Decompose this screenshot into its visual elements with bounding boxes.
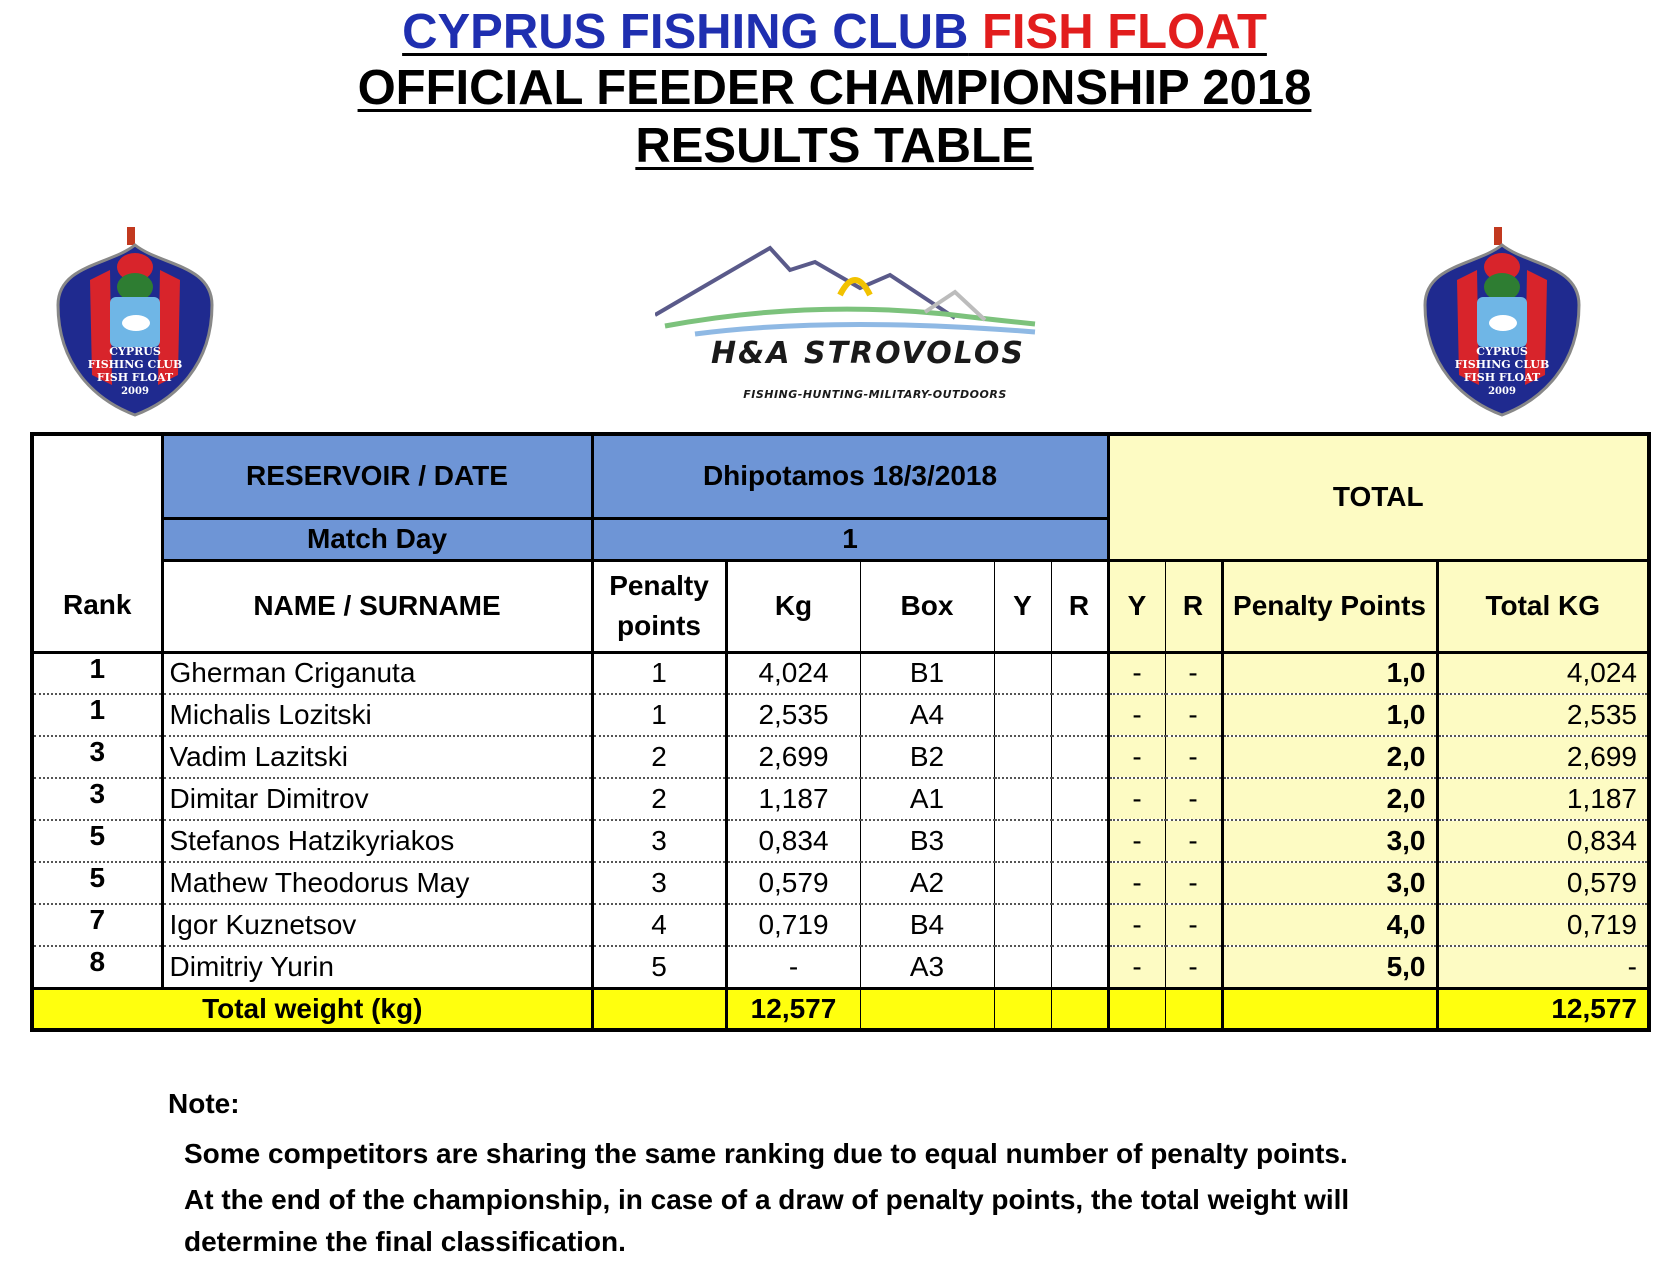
table-row [32, 778, 1649, 820]
badge-line2: FISHING CLUB [1454, 358, 1550, 371]
table-row [32, 694, 1649, 736]
total-penalty-cell: 1,0 [1222, 694, 1437, 736]
total-weight-y-blank [994, 988, 1051, 1030]
rank-cell: 3 [32, 736, 162, 778]
penalty-cell: 1 [592, 652, 726, 694]
club-logo-right [1417, 225, 1587, 420]
rank-cell: 7 [32, 904, 162, 946]
r-cell [1051, 946, 1108, 988]
name-cell: Michalis Lozitski [162, 694, 592, 736]
total-weight-total-kg: 12,577 [1437, 988, 1649, 1030]
box-cell: B2 [860, 736, 994, 778]
total-r-cell: - [1165, 946, 1222, 988]
note-line-3: determine the final classification. [184, 1226, 626, 1257]
total-r-cell: - [1165, 820, 1222, 862]
championship-title: OFFICIAL FEEDER CHAMPIONSHIP 2018 [357, 61, 1312, 115]
club-float-name: FISH FLOAT [982, 5, 1267, 59]
penalty-cell: 4 [592, 904, 726, 946]
r-cell [1051, 778, 1108, 820]
total-y-cell: - [1108, 946, 1165, 988]
box-cell: A1 [860, 778, 994, 820]
y-cell [994, 694, 1051, 736]
club-title [0, 4, 1669, 60]
name-cell: Vadim Lazitski [162, 736, 592, 778]
total-kg-cell: 0,719 [1437, 904, 1649, 946]
penalty-cell: 2 [592, 736, 726, 778]
total-section-label: TOTAL [1108, 434, 1649, 560]
penalty-cell: 3 [592, 862, 726, 904]
kg-cell: - [726, 946, 860, 988]
reservoir-label: RESERVOIR / DATE [162, 434, 592, 518]
col-name: NAME / SURNAME [162, 560, 592, 652]
name-cell: Dimitar Dimitrov [162, 778, 592, 820]
penalty-cell: 2 [592, 778, 726, 820]
rank-cell: 3 [32, 778, 162, 820]
name-cell: Mathew Theodorus May [162, 862, 592, 904]
total-weight-label: Total weight (kg) [32, 988, 592, 1030]
match-day-label: Match Day [162, 518, 592, 560]
total-penalty-cell: 5,0 [1222, 946, 1437, 988]
col-box: Box [860, 560, 994, 652]
club-name: CYPRUS FISHING CLUB [402, 5, 969, 59]
badge-line3: FISH FLOAT [1463, 371, 1541, 384]
kg-cell: 4,024 [726, 652, 860, 694]
rank-cell: 8 [32, 946, 162, 988]
box-cell: B4 [860, 904, 994, 946]
rank-cell: 1 [32, 652, 162, 694]
match-day-value: 1 [592, 518, 1108, 560]
total-kg-cell: - [1437, 946, 1649, 988]
rank-header-spacer-2 [32, 518, 162, 560]
badge-line1: CYPRUS [1476, 345, 1528, 358]
name-cell: Igor Kuznetsov [162, 904, 592, 946]
total-kg-cell: 2,535 [1437, 694, 1649, 736]
total-weight-penalty-blank [592, 988, 726, 1030]
total-weight-ty-blank [1108, 988, 1165, 1030]
box-cell: B3 [860, 820, 994, 862]
rank-cell: 1 [32, 694, 162, 736]
name-cell: Dimitriy Yurin [162, 946, 592, 988]
total-kg-cell: 0,834 [1437, 820, 1649, 862]
y-cell [994, 904, 1051, 946]
sponsor-tagline: FISHING-HUNTING-MILITARY-OUTDOORS [743, 388, 1007, 401]
total-weight-row [32, 988, 1649, 1030]
kg-cell: 0,719 [726, 904, 860, 946]
kg-cell: 2,699 [726, 736, 860, 778]
col-total-y: Y [1108, 560, 1165, 652]
r-cell [1051, 694, 1108, 736]
total-penalty-cell: 3,0 [1222, 862, 1437, 904]
name-cell: Stefanos Hatzikyriakos [162, 820, 592, 862]
col-rank: Rank [32, 560, 162, 652]
total-y-cell: - [1108, 778, 1165, 820]
total-weight-tr-blank [1165, 988, 1222, 1030]
badge-year: 2009 [121, 386, 149, 397]
r-cell [1051, 820, 1108, 862]
total-penalty-cell: 1,0 [1222, 652, 1437, 694]
y-cell [994, 652, 1051, 694]
total-y-cell: - [1108, 862, 1165, 904]
total-penalty-cell: 2,0 [1222, 778, 1437, 820]
y-cell [994, 736, 1051, 778]
box-cell: A3 [860, 946, 994, 988]
col-total-penalty: Penalty Points [1222, 560, 1437, 652]
box-cell: B1 [860, 652, 994, 694]
col-penalty [592, 560, 726, 652]
badge-line3: FISH FLOAT [96, 371, 174, 384]
y-cell [994, 820, 1051, 862]
r-cell [1051, 904, 1108, 946]
col-penalty-line1: Penalty [609, 570, 709, 601]
sponsor-name: H&A STROVOLOS [711, 336, 1025, 371]
table-row [32, 862, 1649, 904]
total-kg-cell: 2,699 [1437, 736, 1649, 778]
r-cell [1051, 862, 1108, 904]
total-weight-tpen-blank [1222, 988, 1437, 1030]
col-total-r: R [1165, 560, 1222, 652]
total-weight-kg: 12,577 [726, 988, 860, 1030]
table-row [32, 946, 1649, 988]
total-r-cell: - [1165, 778, 1222, 820]
total-kg-cell: 4,024 [1437, 652, 1649, 694]
badge-line2: FISHING CLUB [87, 358, 183, 371]
table-row [32, 820, 1649, 862]
note-line-2: At the end of the championship, in case of a draw of penalty points, the total weight will [184, 1184, 1350, 1215]
mountain-icon [655, 240, 1095, 350]
total-y-cell: - [1108, 652, 1165, 694]
kg-cell: 0,834 [726, 820, 860, 862]
note-line-1: Some competitors are sharing the same ranking due to equal number of penalty points. [184, 1138, 1348, 1169]
y-cell [994, 862, 1051, 904]
total-r-cell: - [1165, 904, 1222, 946]
total-r-cell: - [1165, 862, 1222, 904]
r-cell [1051, 652, 1108, 694]
name-cell: Gherman Criganuta [162, 652, 592, 694]
table-row [32, 736, 1649, 778]
r-cell [1051, 736, 1108, 778]
table-row [32, 652, 1649, 694]
y-cell [994, 778, 1051, 820]
total-weight-box-blank [860, 988, 994, 1030]
kg-cell: 1,187 [726, 778, 860, 820]
total-penalty-cell: 2,0 [1222, 736, 1437, 778]
col-penalty-line2: points [617, 610, 701, 641]
penalty-cell: 5 [592, 946, 726, 988]
total-y-cell: - [1108, 820, 1165, 862]
reservoir-value: Dhipotamos 18/3/2018 [592, 434, 1108, 518]
total-kg-cell: 0,579 [1437, 862, 1649, 904]
total-y-cell: - [1108, 694, 1165, 736]
col-r: R [1051, 560, 1108, 652]
col-total-kg: Total KG [1437, 560, 1649, 652]
total-r-cell: - [1165, 694, 1222, 736]
total-weight-r-blank [1051, 988, 1108, 1030]
table-row [32, 904, 1649, 946]
col-kg: Kg [726, 560, 860, 652]
penalty-cell: 1 [592, 694, 726, 736]
rank-cell: 5 [32, 862, 162, 904]
total-penalty-cell: 3,0 [1222, 820, 1437, 862]
rank-cell: 5 [32, 820, 162, 862]
rank-header-spacer [32, 434, 162, 518]
total-y-cell: - [1108, 904, 1165, 946]
box-cell: A2 [860, 862, 994, 904]
total-r-cell: - [1165, 652, 1222, 694]
results-table [30, 432, 1651, 1032]
box-cell: A4 [860, 694, 994, 736]
note-heading: Note: [168, 1088, 240, 1119]
col-y: Y [994, 560, 1051, 652]
y-cell [994, 946, 1051, 988]
kg-cell: 2,535 [726, 694, 860, 736]
total-y-cell: - [1108, 736, 1165, 778]
badge-line1: CYPRUS [109, 345, 161, 358]
club-logo-left [50, 225, 220, 420]
penalty-cell: 3 [592, 820, 726, 862]
total-r-cell: - [1165, 736, 1222, 778]
total-penalty-cell: 4,0 [1222, 904, 1437, 946]
badge-year: 2009 [1488, 386, 1516, 397]
sponsor-logo [655, 240, 1095, 415]
kg-cell: 0,579 [726, 862, 860, 904]
total-kg-cell: 1,187 [1437, 778, 1649, 820]
page-title: RESULTS TABLE [635, 119, 1034, 173]
